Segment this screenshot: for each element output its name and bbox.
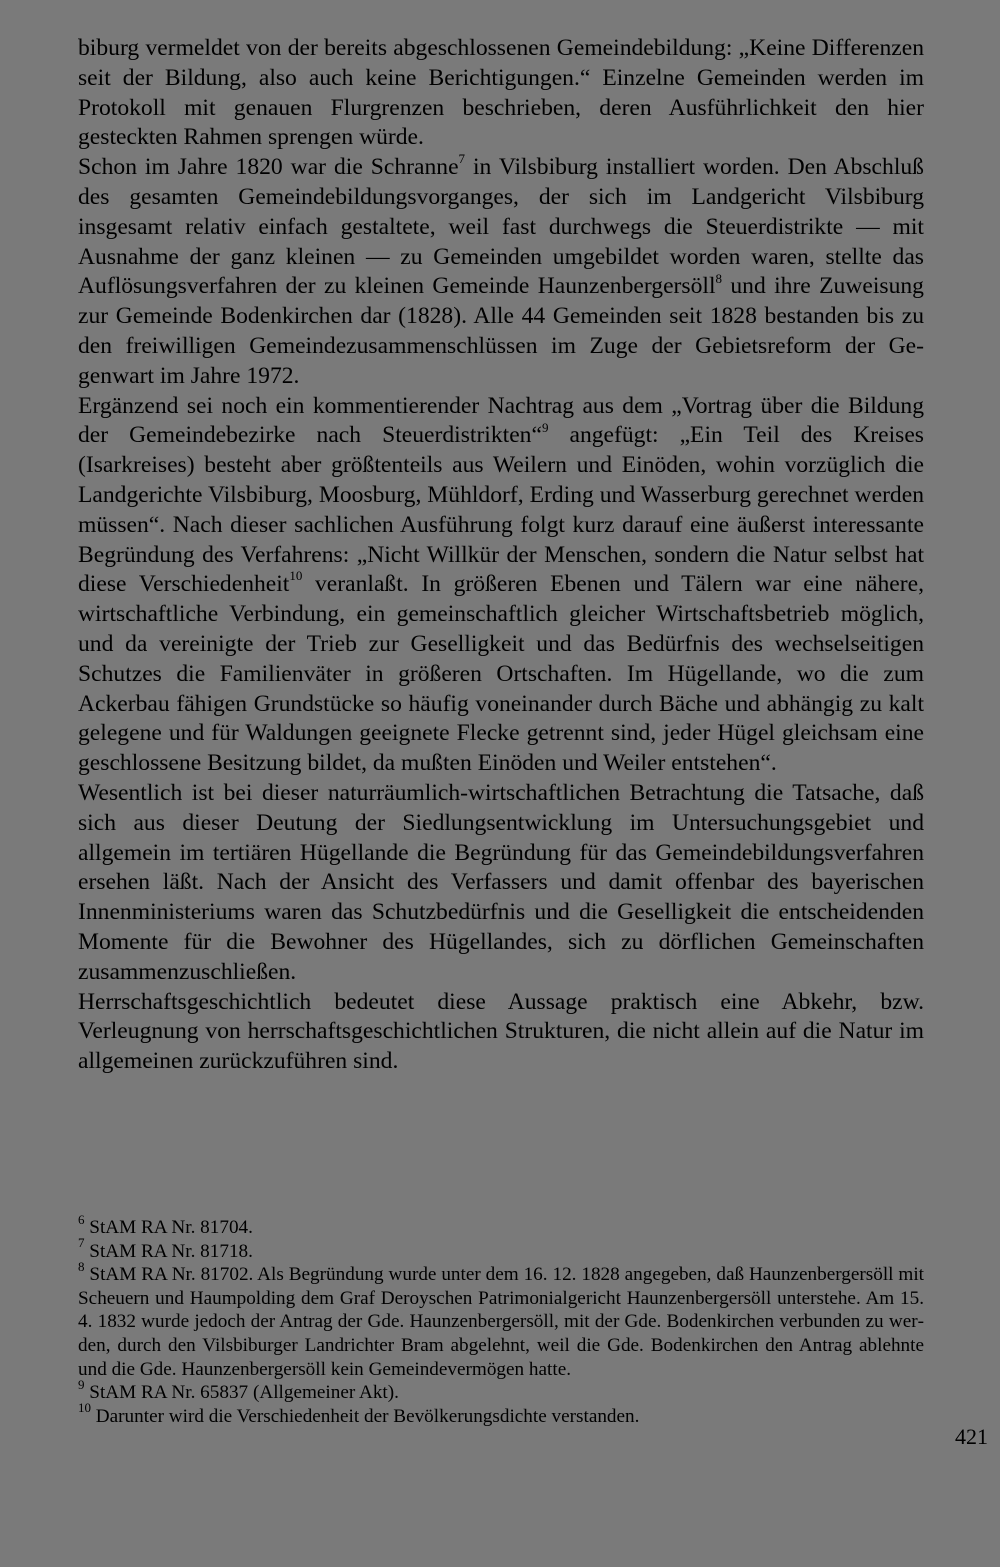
footnote-number: 10	[78, 1400, 91, 1416]
footnote	[78, 1258, 924, 1381]
footnote-number: 7	[78, 1235, 85, 1251]
paragraph-text: veranlaßt. In größeren Ebenen und Tälern war eine nähere, wirtschaftliche Verbindung, ein gemeinschaftlich gleicher Wirtschaftsbetrieb möglich, und da vereinigte der Trieb zur Geselligkeit und das Bedürfnis des wechselseitigen Schutzes die Familienväter in größeren Ortschaften. Im Hügellande, wo die zum Ackerbau fähigen Grundstücke so häufig voneinander durch Bäche und abhängig zu kalt gelegene und für Waldungen geeignete Flecke getrennt sind, jeder Hügel gleichsam eine geschlossene Besitzung bildet, da mußten Einöden und Weiler entstehen“.	[78, 571, 925, 777]
footnote-reference: 7	[458, 151, 466, 167]
paragraph-text: Schon im Jahre 1820 war die Schranne	[78, 154, 459, 181]
footnote-number: 6	[78, 1211, 85, 1227]
footnote	[78, 1235, 924, 1264]
footnote-text: StAM RA Nr. 65837 (Allgemeiner Akt).	[84, 1382, 399, 1404]
footnote	[78, 1211, 924, 1240]
body-paragraph	[78, 153, 924, 391]
footnote-number: 9	[78, 1376, 85, 1392]
paragraph-text: und ihre Zuweisung zur Gemeinde Bodenkirchen dar (1828). Alle 44 Gemeinden seit 1828 bestanden bis zu den freiwilligen Gemeindezusammenschlüssen im Zuge der Gebietsreform der Gegenwart im Jahre 1972.	[78, 273, 924, 389]
body-paragraph	[78, 988, 924, 1077]
paragraph-text: in Vilsbiburg installiert worden. Den Abschluß des gesamten Gemeindebildungsvorganges, der sich im Landgericht Vilsbiburg insgesamt relativ einfach gestaltete, weil fast durchwegs die Steuerdistrikte — mit Ausnahme der ganz kleinen — zu Gemeinden umgebildet worden waren, stellte das Auflösungsverfahren der zu kleinen Gemeinde Haunzenbergersöll	[78, 154, 924, 300]
paragraph-text: Wesentlich ist bei dieser naturräumlich-wirtschaftlichen Betrachtung die Tatsache, daß sich aus dieser Deutung der Siedlungsentwicklung im Untersuchungsgebiet und allgemein im tertiären Hügellande die Begründung für das Gemeindebildungsverfahren ersehen läßt. Nach der Ansicht des Verfassers und damit offenbar des bayerischen Innenministeriums waren das Schutzbedürfnis und die Geselligkeit die entscheidenden Momente für die Bewohner des Hügellandes, sich zu dörflichen Gemeinschaften zusammenzuschließen.	[78, 779, 924, 985]
paragraph-text: Ergänzend sei noch ein kommentierender Nachtrag aus dem „Vortrag über die Bildung der Gemeindebezirke nach Steuerdistrikten“	[78, 392, 924, 449]
footnote-text: Darunter wird die Verschiedenheit der Bevölkerungsdichte verstanden.	[91, 1405, 640, 1427]
footnote-text: StAM RA Nr. 81702. Als Begründung wurde unter dem 16. 12. 1828 angegeben, daß Haunzenbergersöll mit Scheuern und Haumpolding dem Graf Deroyschen Patrimonialgericht Haunzenbergersöll unterstehe. Am 15. 4. 1832 wurde jedoch der Antrag der Gde. Haunzenbergersöll, mit der Gde. Bodenkirchen verbunden zu werden, durch den Vilsbiburger Landrichter Bram abgelehnt, weil die Gde. Bodenkirchen den Antrag ablehnte und die Gde. Haunzenbergersöll kein Gemeindevermögen hatte.	[78, 1264, 924, 1380]
page-number: 421	[955, 1424, 988, 1449]
footnote-number: 8	[78, 1258, 85, 1274]
footnote	[78, 1376, 924, 1405]
footnote-text: StAM RA Nr. 81704.	[84, 1217, 253, 1238]
paragraph-text: biburg vermeldet von der bereits abgeschlossenen Gemeindebildung: „Keine Differenzen seit der Bildung, also auch keine Berichtigungen.“ Einzelne Gemeinden werden im Protokoll mit genauen Flurgrenzen beschrieben, deren Ausführlichkeit den hier gesteckten Rahmen sprengen würde.	[78, 35, 924, 151]
paragraph-text: angefügt: „Ein Teil des Kreises (Isarkreises) besteht aber größtenteils aus Weilern und Einöden, wohin vorzüglich die Landgerichte Vilsbiburg, Moosburg, Mühldorf, Erding und Wasserburg gerechnet werden müssen“. Nach dieser sachlichen Ausführung folgt kurz darauf eine äußerst interessante Begründung des Verfahrens: „Nicht Willkür der Menschen, sondern die Natur selbst hat diese Verschiedenheit	[78, 422, 924, 598]
paragraph-text: Herrschaftsgeschichtlich bedeutet diese Aussage praktisch eine Abkehr, bzw. Verleugnung von herrschaftsgeschichtlichen Strukturen, die nicht allein auf die Natur im allgemeinen zurückzuführen sind.	[78, 988, 924, 1075]
body-paragraph	[78, 34, 924, 153]
footnote-reference: 10	[289, 568, 303, 584]
body-paragraph	[78, 392, 924, 779]
footnote-text: StAM RA Nr. 81718.	[84, 1240, 253, 1262]
body-paragraph	[78, 779, 924, 988]
page	[78, 34, 925, 1427]
body-text	[78, 34, 924, 1077]
footnote-reference: 8	[715, 270, 722, 286]
footnote	[78, 1400, 924, 1429]
footnotes	[78, 1211, 924, 1428]
footnote-reference: 9	[541, 419, 549, 435]
